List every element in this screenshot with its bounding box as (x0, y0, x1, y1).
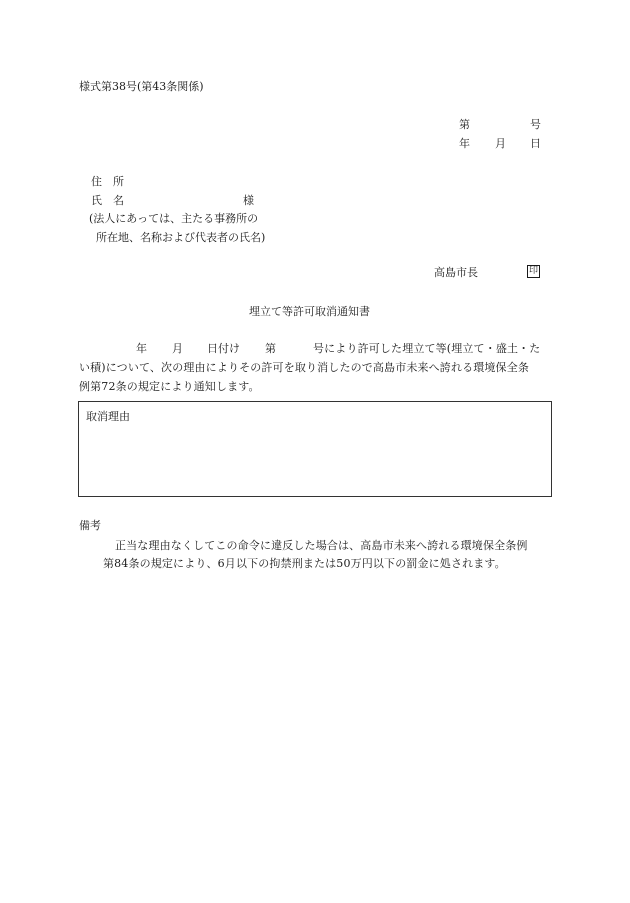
body-line3: 例第72条の規定により通知します。 (79, 380, 260, 393)
remarks-line2: 第84条の規定により、6月以下の拘禁刑または50万円以下の罰金に処されます。 (103, 557, 506, 570)
corporate-note-line1: (法人にあっては、主たる事務所の (89, 212, 259, 225)
body-line1: 号により許可した埋立て等(埋立て・盛土・た (313, 342, 541, 355)
form-identifier: 様式第38号(第43条関係) (79, 80, 204, 93)
date-month: 月 (495, 137, 506, 150)
reason-box[interactable] (78, 401, 552, 497)
body-year: 年 (136, 342, 147, 355)
document-title: 埋立て等許可取消通知書 (249, 305, 370, 318)
body-dated: 日付け (207, 342, 240, 355)
date-day: 日 (530, 137, 541, 150)
issuer-title: 高島市長 (434, 266, 478, 279)
seal-mark: 印 (528, 266, 538, 276)
corporate-note-line2: 所在地、名称および代表者の氏名) (96, 231, 266, 244)
number-prefix: 第 (459, 118, 470, 131)
date-year: 年 (459, 137, 470, 150)
body-line2: い積)について、次の理由によりその許可を取り消したので高島市未来へ誇れる環境保全条 (79, 361, 529, 374)
body-number-prefix: 第 (265, 342, 276, 355)
remarks-line1: 正当な理由なくしてこの命令に違反した場合は、高島市未来へ誇れる環境保全条例 (115, 539, 528, 552)
remarks-heading: 備考 (79, 519, 101, 532)
honorific: 様 (243, 194, 254, 207)
number-suffix: 号 (530, 118, 541, 131)
name-label: 氏 名 (91, 194, 124, 207)
address-label: 住 所 (91, 175, 124, 188)
body-month: 月 (172, 342, 183, 355)
reason-label: 取消理由 (86, 410, 130, 423)
